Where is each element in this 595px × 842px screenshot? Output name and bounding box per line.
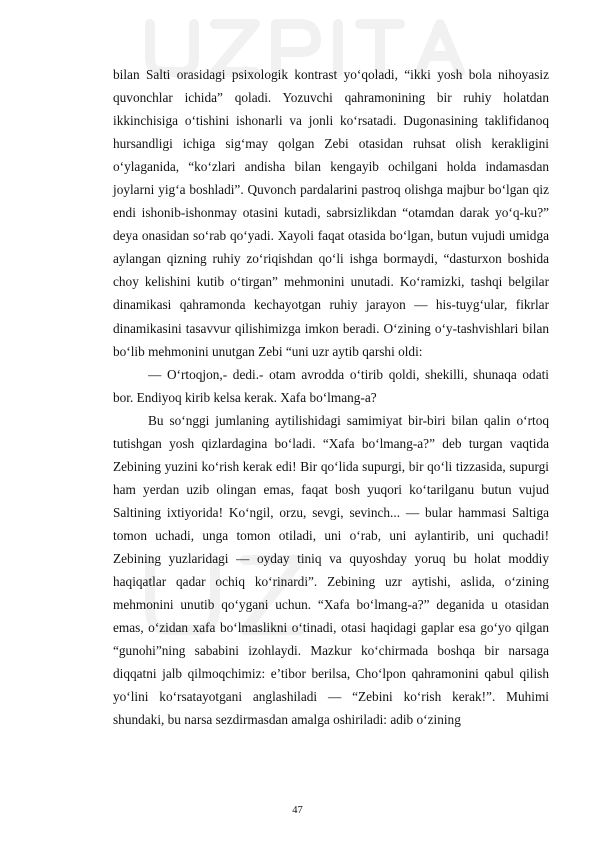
paragraph-2: — O‘rtoqjon,- dedi.- otam avrodda o‘tirib qoldi, shekilli, shunaqa odati bor. Endiyoq kirib kelsa kerak. Xafa bo‘lmang-a? [113, 366, 549, 405]
paragraph-1: bilan Salti orasidagi psixologik kontrast yo‘qoladi, “ikki yosh bola nihoyasiz quvonchlar ichida” qoladi. Yozuvchi qahramonining bir ruhiy holatdan ikkinchisiga o‘tishini ishonarli va jonli ko‘rsatadi. Dugonasining taklifidanoq hursandligi ichiga sig‘may qolgan Zebi otasidan ruhsat olish kerakligini o‘ylaganida, “ko‘zlari andisha bilan kengayib ochilgani holda indamasdan joylarni yig‘a boshladi”. Quvonch pardalarini pastroq olishga majbur bo‘lgan qiz endi ishonib-ishonmay otasini kutadi, sabrsizlikdan “otamdan darak yo‘q-ku?” deya onasidan so‘rab qo‘yadi. Xayoli faqat otasida bo‘lgan, butun vujudi umidga aylangan qizning ruhiy zo‘riqishdan qo‘li ishga bormaydi, “dasturxon boshida choy kelishini kutib o‘tirgan” mehmonini unutadi. Ko‘ramizki, tashqi belgilar dinamikasi qahramonda kechayotgan ruhiy jarayon — his-tuyg‘ular, fikrlar dinamikasini tasavvur qilishimizga imkon beradi. O‘zining o‘y-tashvishlari bilan bo‘lib mehmonini unutgan Zebi “uni uzr aytib qarshi oldi: [113, 67, 549, 359]
page-body [113, 63, 549, 731]
page-number: 47 [292, 805, 303, 816]
paragraph-3: Bu so‘nggi jumlaning aytilishidagi samimiyat bir-biri bilan qalin o‘rtoq tutishgan yosh qizlardagina bo‘ladi. “Xafa bo‘lmang-a?” deb turgan vaqtida Zebining yuzini ko‘rish kerak edi! Bir qo‘lida supurgi, bir qo‘li tizzasida, supurgi ham yerdan uzib olingan emas, faqat bosh yuqori ko‘tarilganu butun vujud Saltining ixtiyorida! Ko‘ngil, orzu, sevgi, sevinch... — bular hammasi Saltiga tomon uchadi, unga tomon otiladi, uni o‘rab, uni aylantirib, uni quchadi! Zebining yuzlaridagi — oyday tiniq va quyoshday yoruq bu holat moddiy haqiqatlar qadar ochiq ko‘rinardi”. Zebining uzr aytishi, aslida, o‘zining mehmonini unutib qo‘ygani uchun. “Xafa bo‘lmang-a?” deganida u otasidan emas, o‘zidan xafa bo‘lmaslikni o‘tinadi, otasi haqidagi gaplar esa go‘yo qilgan “gunohi”ning sababini izohlaydi. Mazkur ko‘chirmada boshqa bir narsaga diqqatni jalb qilmoqchimiz: e’tibor berilsa, Cho‘lpon qahramonini qabul qilish yo‘lini ko‘rsatayotgani anglashiladi — “Zebini ko‘rish kerak!”. Muhimi shundaki, bu narsa sezdirmasdan amalga oshiriladi: adib o‘zining [113, 412, 549, 728]
